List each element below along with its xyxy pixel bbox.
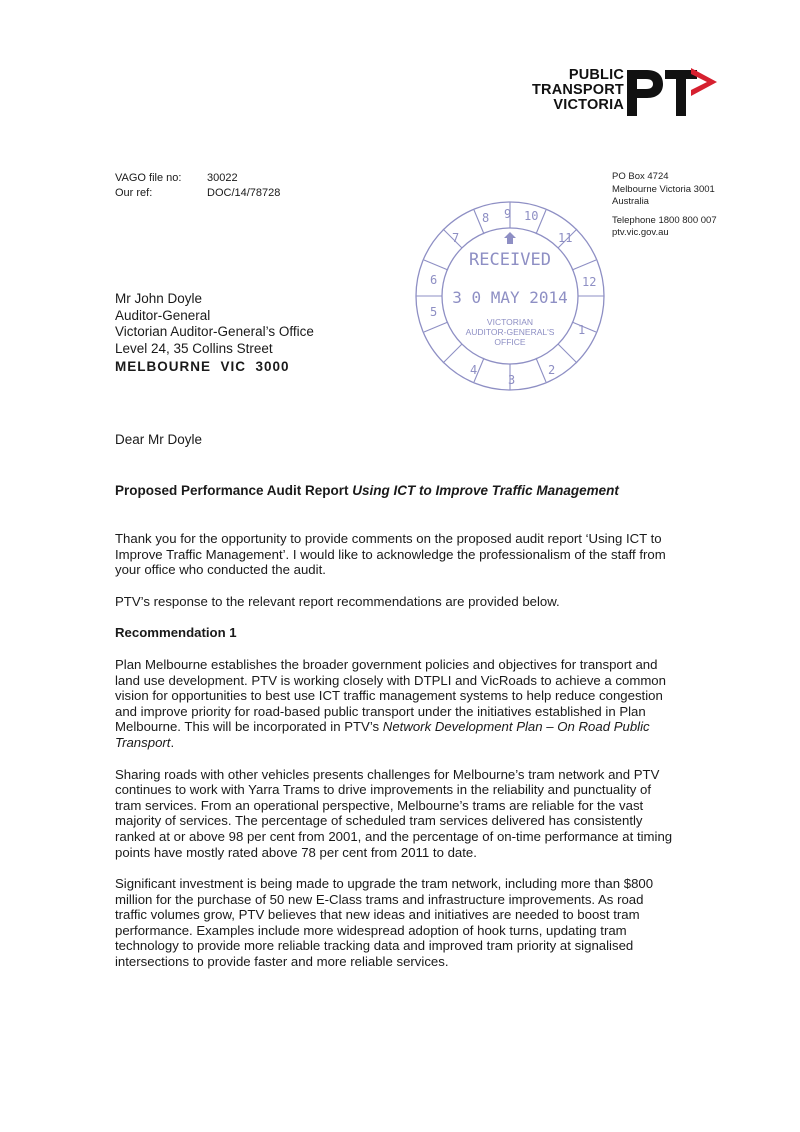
recipient-city: MELBOURNE VIC 3000 <box>115 359 290 374</box>
svg-text:5: 5 <box>430 305 438 319</box>
recommendation-heading: Recommendation 1 <box>115 625 237 641</box>
our-ref-label: Our ref: <box>115 187 153 199</box>
contact-country: Australia <box>612 196 649 207</box>
pt-arrow-icon <box>625 68 720 118</box>
paragraph-tram-reliability: Sharing roads with other vehicles presents challenges for Melbourne’s tram network and PTV continues to work with Yarra Trams to drive improvements in the reliability and punctuality of tram services. From an operational perspective, Melbourne’s trams are reliable for the vast majority of services. The percentage of scheduled tram services delivered has consistently ranked at or above 98 per cent from 2001, and the percentage of on-time performance at timing points have mostly rated above 78 per cent from 2011 to date. <box>115 766 673 860</box>
svg-text:4: 4 <box>470 363 478 377</box>
recipient-street: Level 24, 35 Collins Street <box>115 340 273 356</box>
logo-line-public: PUBLIC <box>568 67 624 83</box>
svg-text:9: 9 <box>504 207 512 221</box>
contact-city: Melbourne Victoria 3001 <box>612 183 715 195</box>
salutation: Dear Mr Doyle <box>115 432 203 447</box>
contact-telephone: Telephone 1800 800 007 <box>612 214 717 226</box>
svg-text:12: 12 <box>582 275 597 289</box>
stamp-date: 3 0 MAY 2014 <box>452 288 568 307</box>
svg-text:3: 3 <box>508 373 516 387</box>
sender-contact-block <box>612 171 717 240</box>
letter-body <box>115 531 675 986</box>
plan-melbourne-end: . <box>170 734 175 750</box>
logo-line-victoria: VICTORIA <box>553 97 624 113</box>
reference-block <box>115 171 280 201</box>
po-box: PO Box 4724 <box>612 171 669 182</box>
paragraph-plan-melbourne <box>115 657 675 751</box>
subject-line <box>115 482 635 499</box>
svg-text:8: 8 <box>482 211 490 225</box>
recipient-name: Mr John Doyle <box>115 291 203 306</box>
received-stamp <box>412 198 608 394</box>
recipient-office: Victorian Auditor-General’s Office <box>115 324 314 339</box>
network-plan-title: Network Development Plan – On Road Public Transport <box>115 719 650 750</box>
paragraph-response-intro: PTV’s response to the relevant report recommendations are provided below. <box>115 593 560 609</box>
stamp-office-line3: OFFICE <box>494 337 526 347</box>
subject-report-title: Using ICT to Improve Traffic Management <box>352 483 619 498</box>
plan-melbourne-text: Plan Melbourne establishes the broader government policies and objectives for transport and land use development. PTV is working closely with DTPLI and VicRoads to achieve a common vision for opportunities to best use ICT traffic management systems to help reduce congestion and improve priority for road-based public transport under the initiatives established in Plan Melbourne. This will be incorporated in PTV’s <box>115 656 666 735</box>
svg-text:7: 7 <box>452 231 460 245</box>
svg-text:2: 2 <box>548 363 556 377</box>
file-number-label: VAGO file no: <box>115 172 182 184</box>
contact-website: ptv.vic.gov.au <box>612 227 669 238</box>
logo-wordmark <box>532 68 624 113</box>
svg-text:10: 10 <box>524 209 539 223</box>
stamp-title: RECEIVED <box>469 250 551 270</box>
stamp-office-line2: AUDITOR-GENERAL'S <box>465 327 555 337</box>
paragraph-thanks: Thank you for the opportunity to provide comments on the proposed audit report ‘Using ICT to Improve Traffic Management’. I would like to acknowledge the professionalism of the staff from your office who conducted the audit. <box>115 531 666 578</box>
subject-prefix: Proposed Performance Audit Report <box>115 483 353 498</box>
logo-line-transport: TRANSPORT <box>531 82 624 98</box>
svg-text:11: 11 <box>558 231 573 245</box>
recipient-address <box>115 291 314 376</box>
our-ref-value: DOC/14/78728 <box>207 187 281 199</box>
svg-text:1: 1 <box>578 323 586 337</box>
file-number-value: 30022 <box>207 172 238 184</box>
svg-text:6: 6 <box>430 273 438 287</box>
ptv-logo <box>520 68 720 128</box>
stamp-office-line1: VICTORIAN <box>486 317 534 327</box>
paragraph-investment: Significant investment is being made to upgrade the tram network, including more than $800 million for the purchase of 50 new E-Class trams and infrastructure improvements. As road traffic volumes grow, PTV believes that new ideas and initiatives are needed to boost tram performance. Examples include more widespread adoption of hook turns, updating tram technology to provide more reliable tracking data and improved tram priority at signalised intersections to provide faster and more reliable services. <box>115 876 654 970</box>
recipient-title: Auditor-General <box>115 307 211 323</box>
